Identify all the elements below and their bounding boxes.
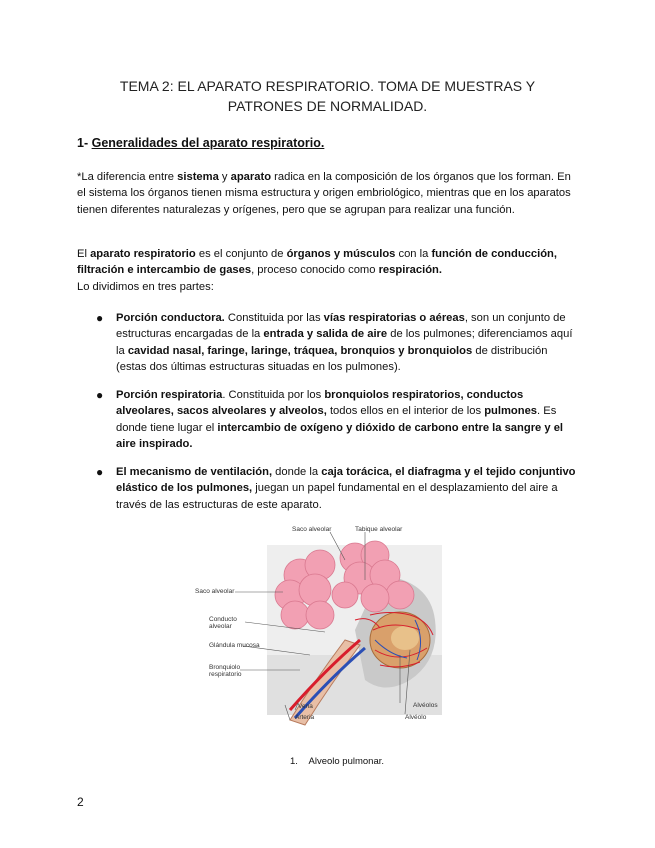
bullet-dot: ● <box>96 311 104 325</box>
section-heading <box>77 136 324 150</box>
label-saco-alveolar: Saco alveolar <box>195 588 235 595</box>
bullet-porcion-respiratoria: ● Porción respiratoria. Constituida por los bronquiolos respiratorios, conductos alveolares, sacos alveolares y alveolos, todos ellos en el interior de los pulmones. Es donde tiene lugar el intercambio de oxígeno y dióxido de carbono entre la sangre y el aire inspirado. <box>96 388 564 450</box>
bullet-dot: ● <box>96 465 104 479</box>
section-number: 1- <box>77 136 89 150</box>
page-title: TEMA 2: EL APARATO RESPIRATORIO. TOMA DE MUESTRAS Y PATRONES DE NORMALIDAD. <box>119 78 536 114</box>
label-glandula-mucosa: Glándula mucosa <box>209 642 260 649</box>
alveolus-lumen <box>391 626 419 650</box>
label-saco-alveolar-top: Saco alveolar <box>292 526 332 533</box>
page-number: 2 <box>77 795 84 809</box>
label-arteria: Arteria <box>295 714 315 721</box>
bullet-porcion-conductora: ● Porción conductora. Constituida por las vías respiratorias o aéreas, son un conjunto de estructuras encargadas de la entrada y salida de aire de los pulmones; diferenciamos aquí la cavidad nasal, faringe, laringe, tráquea, bronquios y bronquiolos de distribución (estas dos últimas estructuras situadas en los pulmones). <box>96 311 573 373</box>
bullet-mecanismo-ventilacion: ● El mecanismo de ventilación, donde la caja torácica, el diafragma y el tejido conjuntivo elástico de los pulmones, juegan un papel fundamental en el desplazamiento del aire a través de las estructuras de este aparato. <box>96 465 576 511</box>
section-title: Generalidades del aparato respiratorio. <box>91 136 325 150</box>
label-tabique-alveolar: Tabique alveolar <box>355 526 403 533</box>
caption-number: 1. <box>290 756 298 767</box>
alveolus-illustration <box>195 520 460 750</box>
label-bronquiolo-respiratorio: Bronquiolo respiratorio <box>209 664 242 678</box>
label-vena: Vena <box>298 703 313 710</box>
label-conducto-alveolar: Conducto alveolar <box>209 616 237 630</box>
label-alveolo: Alvéolo <box>405 714 427 721</box>
label-alveolos: Alvéolos <box>413 702 438 709</box>
figure-caption <box>290 756 384 767</box>
bullet-dot: ● <box>96 388 104 402</box>
paragraph-aparato-respiratorio: El aparato respiratorio es el conjunto de órganos y músculos con la función de conducción, filtración e intercambio de gases, proceso conocido como respiración. Lo dividimos en tres partes: <box>77 248 558 293</box>
paragraph-sistema-aparato: *La diferencia entre sistema y aparato radica en la composición de los órganos que los forman. En el sistema los órganos tienen misma estructura y origen embriológico, mientras que en los aparatos tienen diferentes naturalezas y orígenes, pero que se agrupan para realizar una función. <box>77 171 571 216</box>
caption-text: Alveolo pulmonar. <box>308 756 385 767</box>
